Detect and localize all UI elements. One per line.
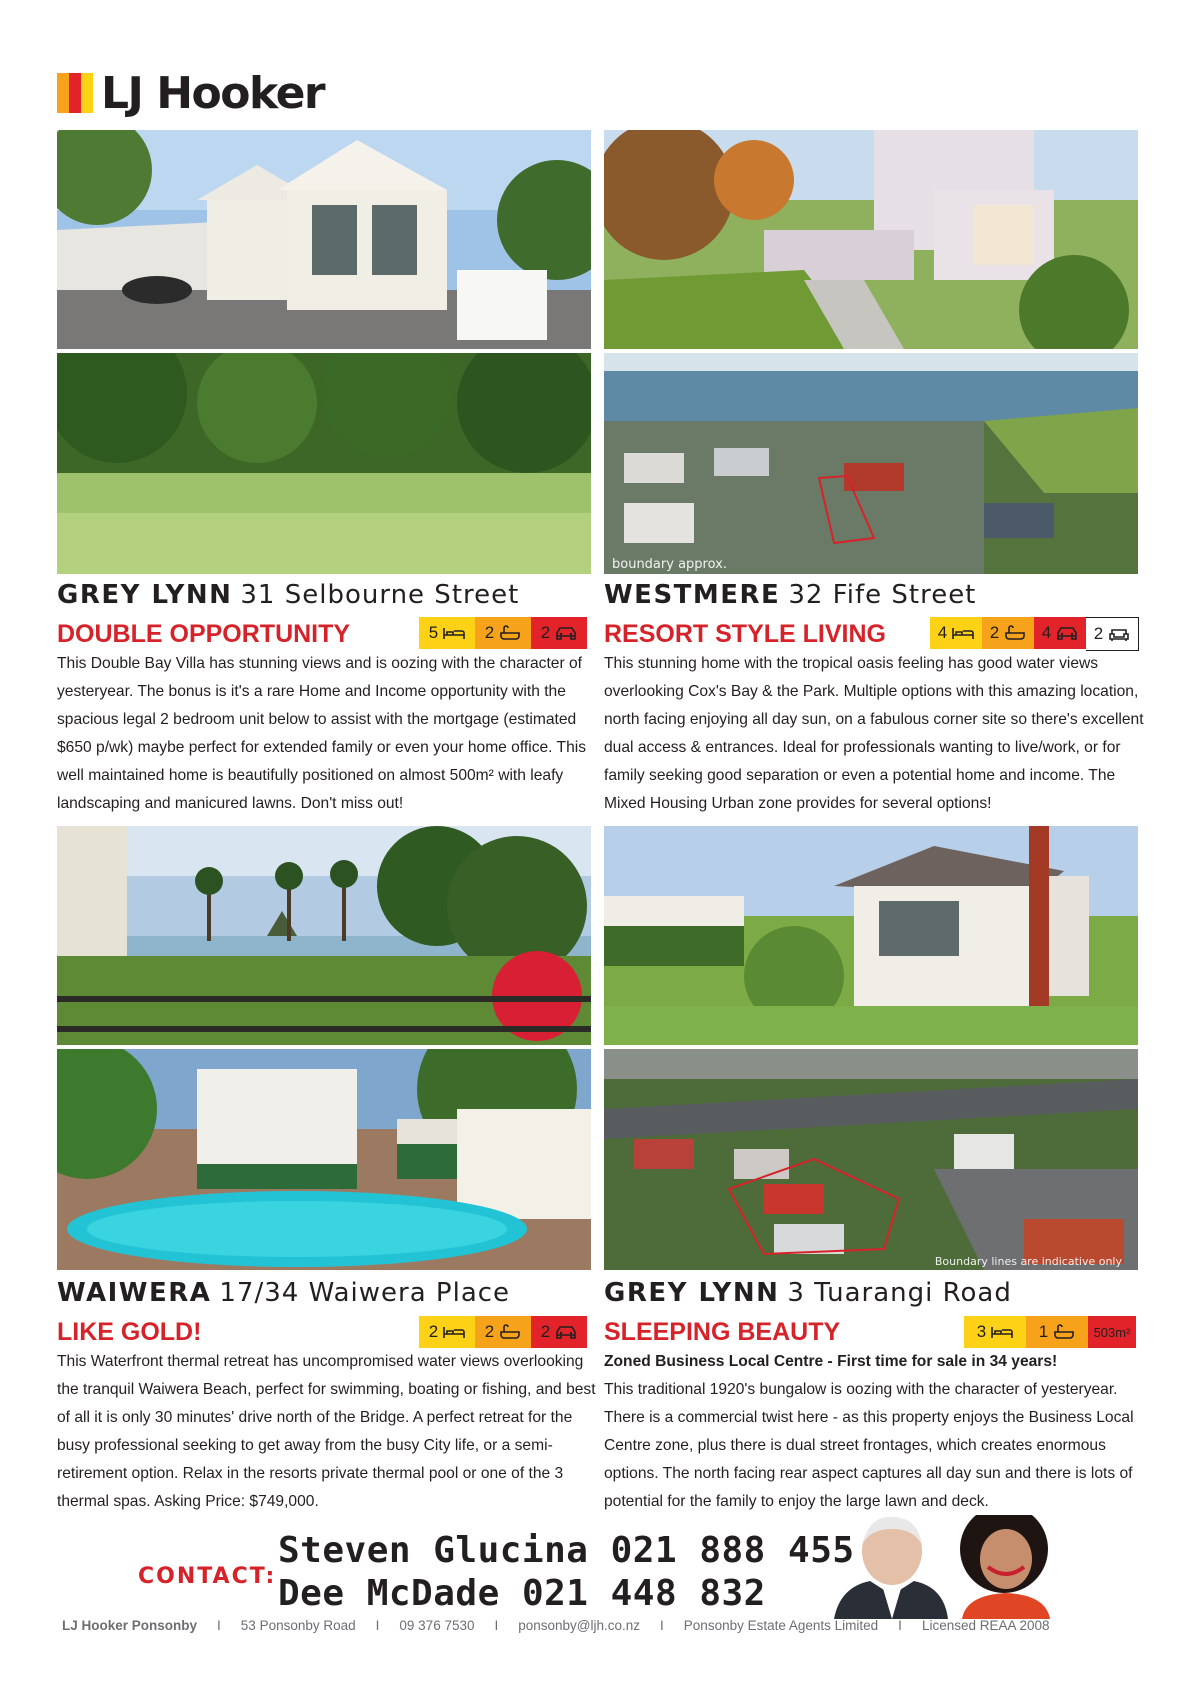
listing-1-description [57,650,597,818]
footer-separator: I [494,1618,499,1633]
agent-2-line [278,1573,766,1614]
listing-3-features [419,1316,587,1348]
bathrooms-badge [1026,1316,1088,1348]
listing-2-photo-aerial [604,353,1138,574]
logo-text: LJ Hooker [101,67,325,119]
living-areas-badge [1086,617,1139,651]
listing-1-photo-garden [57,353,591,574]
description-text: This traditional 1920's bungalow is oozing with the character of yesteryear. There is a commercial twist here - as this property enjoys the Business Local Centre zone, plus there is dual street frontages, which creates enormous options. The north facing rear aspect captures all day sun and there is lots of potential for the family to enjoy the large lawn and deck. [604,1381,1134,1510]
bed-icon [443,1324,465,1340]
photo-caption: boundary approx. [612,557,727,572]
listing-suburb: GREY LYNN [57,580,233,610]
land-area-value: 503m² [1093,1324,1131,1340]
contact-label: CONTACT: [138,1564,277,1589]
footer-company: Ponsonby Estate Agents Limited [683,1618,879,1633]
bed-icon [991,1324,1013,1340]
bed-icon [443,625,465,641]
bath-icon [1004,625,1026,641]
listing-street: 3 Tuarangi Road [787,1278,1012,1308]
footer-separator: I [217,1618,221,1633]
bathrooms-badge [475,617,531,649]
listing-2-heading [604,580,976,610]
bedrooms-count: 2 [428,1322,439,1341]
agent-phone[interactable]: 021 888 455 [610,1530,855,1571]
bathrooms-count: 1 [1038,1322,1049,1341]
description-text: This Waterfront thermal retreat has uncompromised water views overlooking the tranquil Waiwera Beach, perfect for swimming, boating or fishing, and best of all it is only 30 minutes' drive north of the Bridge. A perfect retreat for the busy professional seeking to get away from the busy City life, or a semi-retirement option. Relax in the resorts private thermal pool or one of the 3 thermal spas. Asking Price: $749,000. [57,1353,596,1510]
sofa-icon [1108,626,1130,642]
car-icon [555,1324,577,1340]
bedrooms-badge [964,1316,1026,1348]
carparks-badge [1034,617,1086,649]
footer-licence: Licensed REAA 2008 [921,1618,1050,1633]
land-area-badge [1088,1316,1136,1348]
bath-icon [499,1324,521,1340]
carparks-count: 2 [540,1322,551,1341]
description-text: This stunning home with the tropical oasis feeling has good water views overlooking Cox's Bay & the Park. Multiple options with this amazing location, north facing enjoying all day sun, on a fabulous corner site so there's excellent dual access & entrances. Ideal for professionals wanting to live/work, or for family seeking good separation or even a potential home and income. The Mixed Housing Urban zone provides for several options! [604,655,1144,812]
listing-4-description [604,1348,1144,1516]
bedrooms-count: 4 [937,623,948,642]
description-lead: Zoned Business Local Centre - First time for sale in 34 years! [604,1353,1058,1370]
footer-separator: I [375,1618,380,1633]
footer [62,1618,1142,1633]
living-areas-count: 2 [1093,624,1104,643]
listing-4-features [964,1316,1136,1348]
footer-separator: I [898,1618,902,1633]
listing-3-photo-beach [57,826,591,1045]
description-text: This Double Bay Villa has stunning views and is oozing with the character of yesteryear. The bonus is it's a rare Home and Income opportunity with the spacious legal 2 bedroom unit below to assist with the mortgage (estimated $650 p/wk) maybe perfect for extended family or even your home office. This well maintained home is beautifully positioned on almost 500m² with leafy landscaping and manicured lawns. Don't miss out! [57,655,587,812]
listing-suburb: GREY LYNN [604,1278,780,1308]
listing-2-features [930,617,1139,649]
bath-icon [499,625,521,641]
photo-caption: Boundary lines are indicative only [934,1255,1122,1268]
listing-4-tagline: SLEEPING BEAUTY [604,1318,841,1346]
bathrooms-count: 2 [989,623,1000,642]
listing-3-description [57,1348,597,1516]
listing-4-photo-aerial [604,1049,1138,1270]
carparks-count: 4 [1041,623,1052,642]
agent-2-photo [948,1515,1068,1619]
listing-street: 17/34 Waiwera Place [219,1278,511,1308]
footer-phone[interactable]: 09 376 7530 [399,1618,475,1633]
listing-2-tagline: RESORT STYLE LIVING [604,620,886,648]
listing-4-photo-bungalow [604,826,1138,1045]
footer-address: 53 Ponsonby Road [240,1618,356,1633]
listing-3-photo-pool [57,1049,591,1270]
car-icon [555,625,577,641]
logo-bars [57,73,93,113]
listing-suburb: WESTMERE [604,580,781,610]
carparks-badge [531,617,587,649]
listing-2-description [604,650,1144,818]
listing-1-photo-villa [57,130,591,349]
bathrooms-badge [982,617,1034,649]
footer-email[interactable]: ponsonby@ljh.co.nz [518,1618,641,1633]
listing-4-heading [604,1278,1012,1308]
bedrooms-badge [930,617,982,649]
agent-phone[interactable]: 021 448 832 [521,1573,766,1614]
bathrooms-badge [475,1316,531,1348]
bedrooms-count: 5 [428,623,439,642]
agent-1-photo [830,1515,950,1619]
bedrooms-badge [419,1316,475,1348]
listing-street: 31 Selbourne Street [240,580,520,610]
listing-1-heading [57,580,519,610]
listing-1-features [419,617,587,649]
bathrooms-count: 2 [484,623,495,642]
footer-office: LJ Hooker Ponsonby [62,1618,198,1633]
lj-hooker-logo [57,68,324,118]
bath-icon [1053,1324,1075,1340]
listing-1-tagline: DOUBLE OPPORTUNITY [57,620,351,648]
footer-separator: I [660,1618,664,1633]
car-icon [1056,625,1078,641]
listing-3-tagline: LIKE GOLD! [57,1318,202,1346]
carparks-count: 2 [540,623,551,642]
bathrooms-count: 2 [484,1322,495,1341]
listing-2-photo-house [604,130,1138,349]
agent-name: Dee McDade [278,1573,500,1614]
agent-1-line [278,1530,855,1571]
bedrooms-badge [419,617,475,649]
agent-name: Steven Glucina [278,1530,589,1571]
bedrooms-count: 3 [976,1322,987,1341]
bed-icon [952,625,974,641]
listing-suburb: WAIWERA [57,1278,212,1308]
listing-3-heading [57,1278,510,1308]
listing-street: 32 Fife Street [788,580,977,610]
carparks-badge [531,1316,587,1348]
